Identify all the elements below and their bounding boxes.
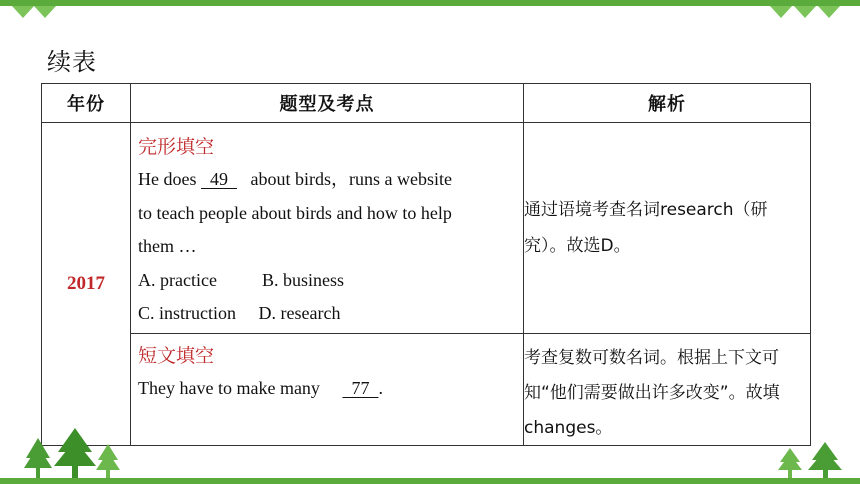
page-title: 续表: [47, 48, 97, 76]
tree-decor-icon: [20, 428, 120, 478]
question-line: them …: [138, 236, 197, 256]
question-line: to teach people about birds and how to help: [138, 202, 452, 223]
analysis-cell: [524, 333, 811, 445]
top-triangle-decor: [770, 6, 792, 18]
option-line: C. instruction D. research: [138, 303, 341, 323]
bottom-decor-bar: [0, 478, 860, 484]
header-year: 年份: [42, 84, 131, 123]
top-decor-bar: [0, 0, 860, 6]
header-analysis: 解析: [524, 84, 811, 123]
category-label: 完形填空: [138, 136, 215, 158]
table-row: [42, 333, 811, 445]
table-row: [42, 123, 811, 334]
topic-cell: [131, 333, 524, 445]
analysis-text: 通过语境考查名词research（研究）。故选D。: [524, 199, 768, 256]
analysis-cell: [524, 123, 811, 334]
year-cell: 2017: [42, 123, 131, 446]
top-triangle-decor: [794, 6, 816, 18]
top-triangle-decor: [818, 6, 840, 18]
question-line: They have to make many 77 .: [138, 377, 383, 398]
top-triangle-decor: [12, 6, 34, 18]
table-header-row: [42, 84, 811, 123]
top-triangle-decor: [34, 6, 56, 18]
content-table: [41, 83, 811, 446]
option-line: A. practice B. business: [138, 269, 344, 290]
header-topic: 题型及考点: [131, 84, 524, 123]
answer-blank: 49: [200, 169, 237, 189]
topic-cell: [131, 123, 524, 334]
analysis-text: 考查复数可数名词。根据上下文可知“他们需要做出许多改变”。故填changes。: [524, 347, 780, 438]
answer-blank: 77: [342, 377, 379, 398]
tree-decor-icon: [770, 438, 850, 478]
question-line: He does 49 about birds，runs a website: [138, 169, 452, 189]
category-label: 短文填空: [138, 344, 215, 367]
